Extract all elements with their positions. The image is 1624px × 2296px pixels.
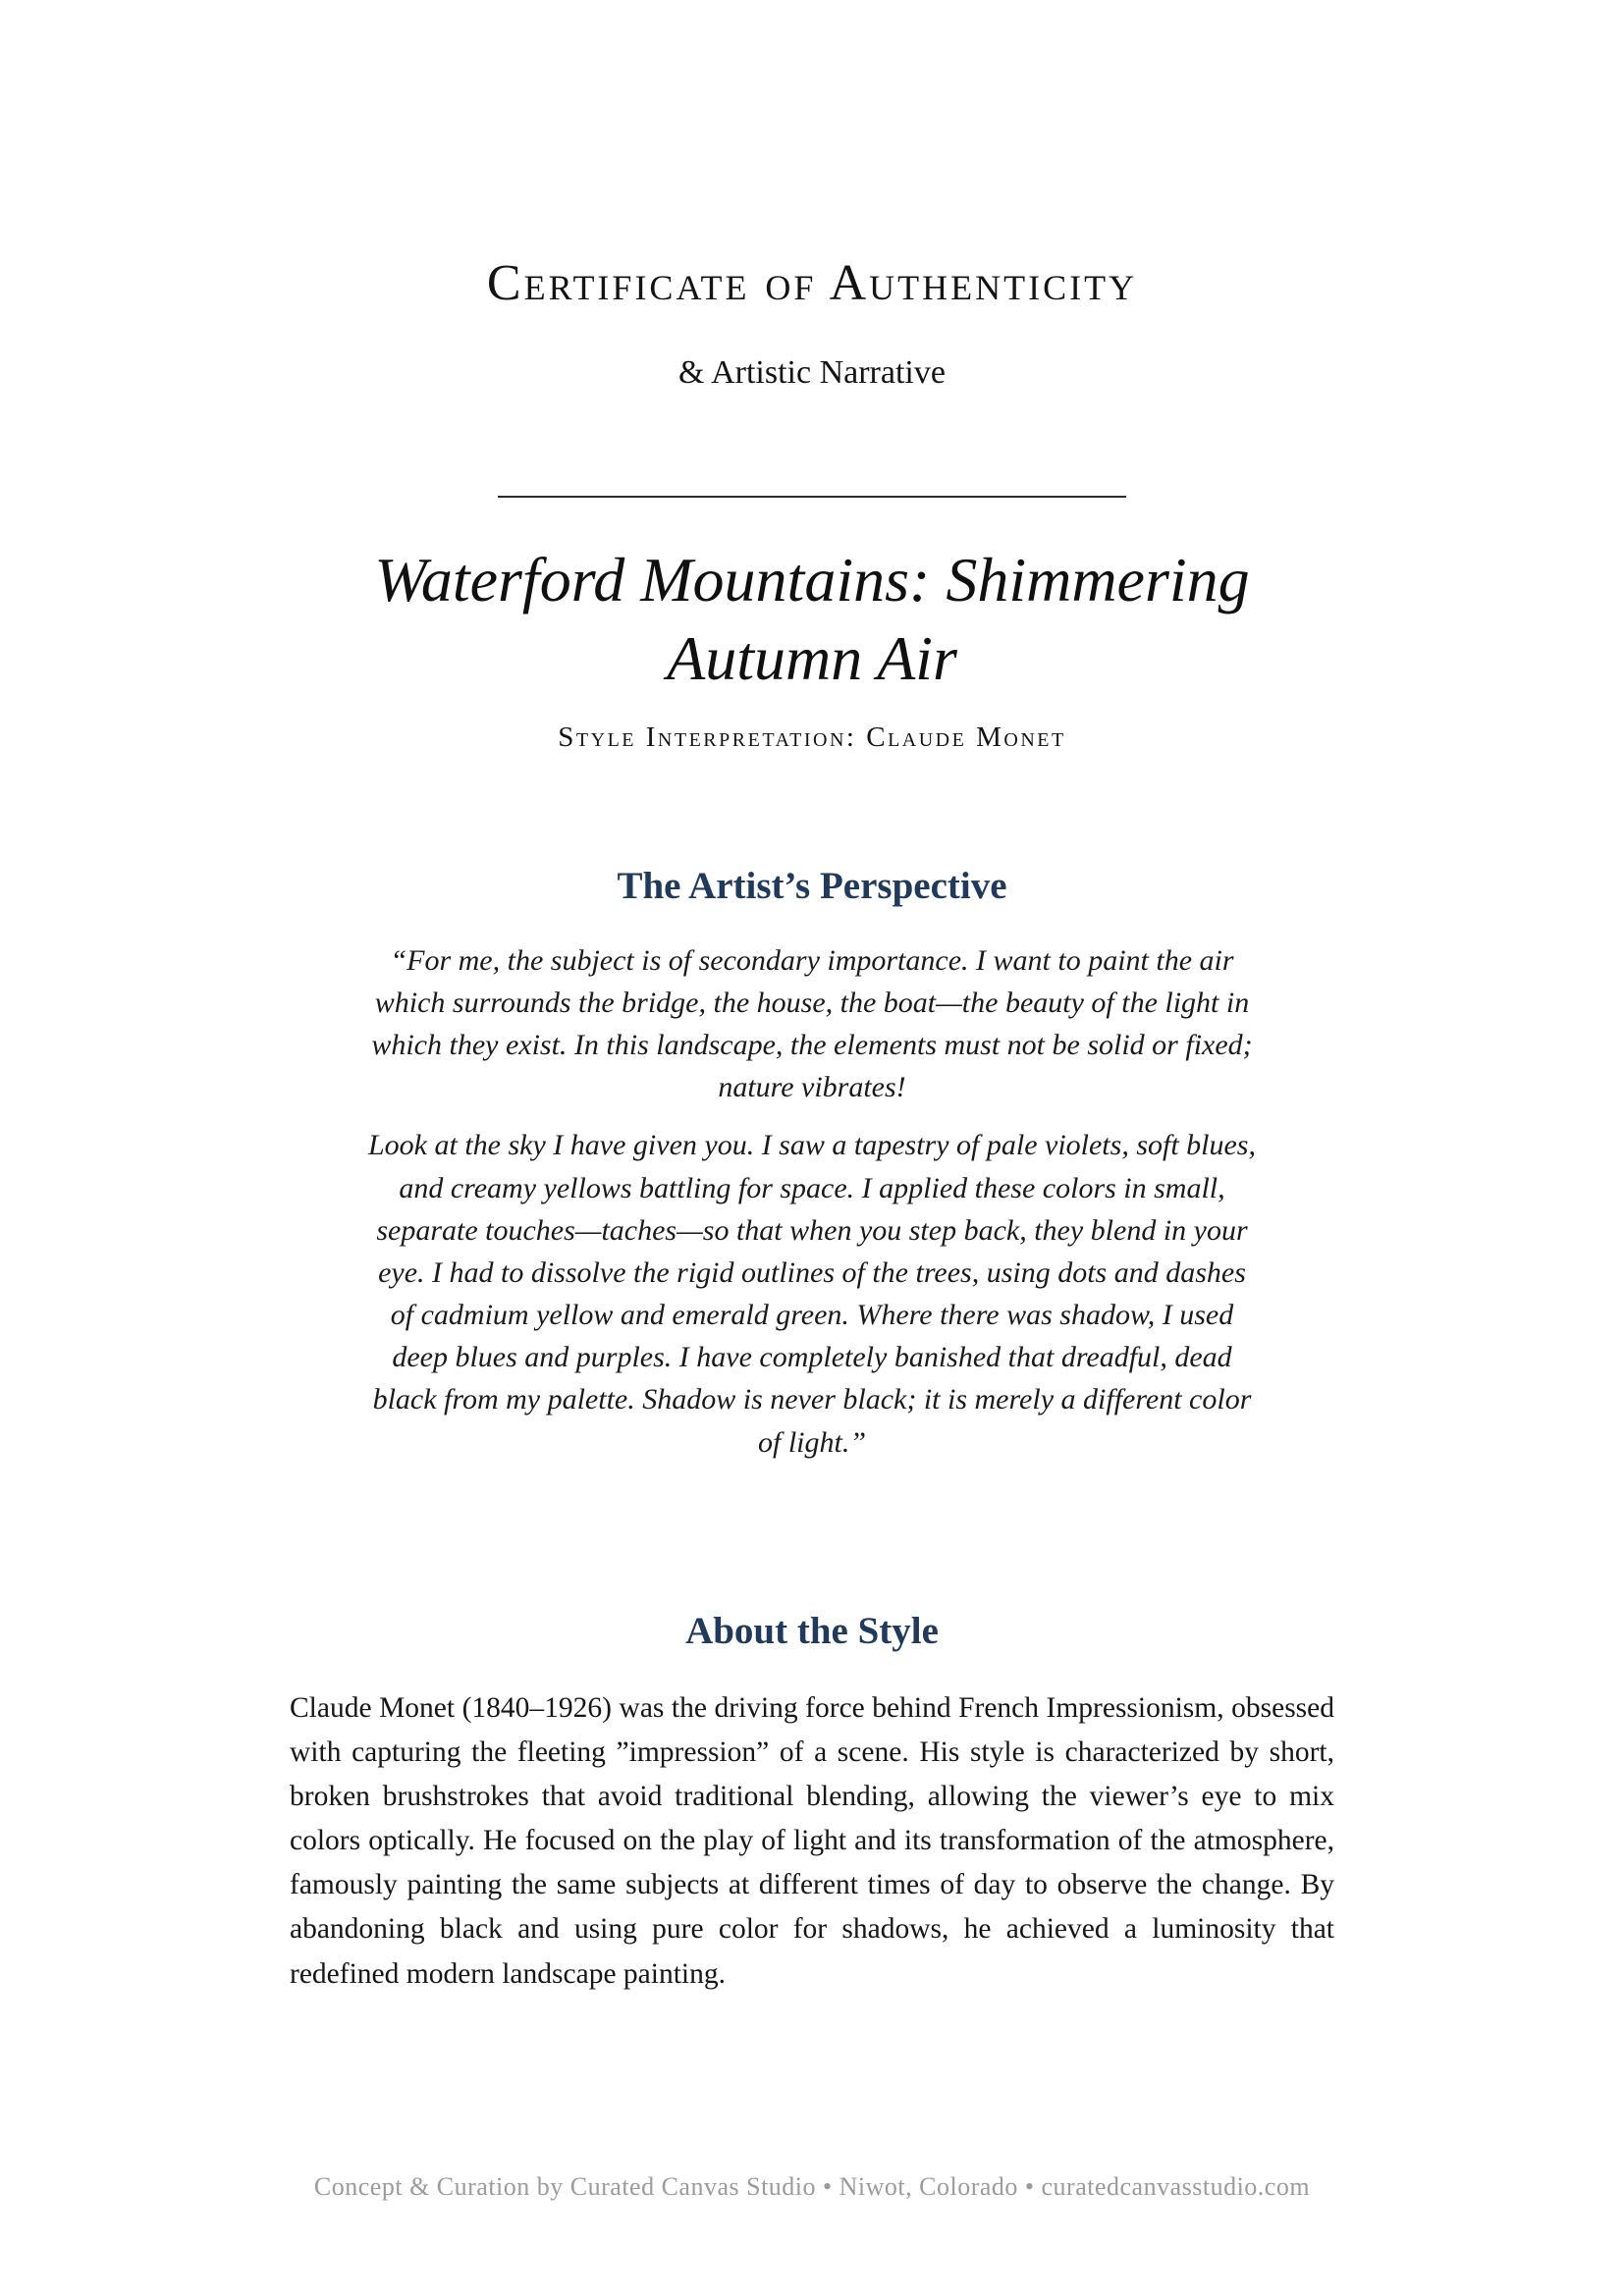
artwork-title-line-1: Waterford Mountains: Shimmering: [374, 544, 1250, 614]
about-style-body: Claude Monet (1840–1926) was the driving force behind French Impressionism, obsessed with capturing the fleeting ”impression” of a scene. His style is characterized by short, broken brushstrokes that avoid traditional blending, allowing the viewer’s eye to mix colors optically. He focused on the play of light and its transformation of the atmosphere, famously painting the same subjects at different times of day to observe the change. By abandoning black and using pure color for shadows, he achieved a luminosity that redefined modern landscape painting.: [290, 1691, 1334, 1990]
artist-quote-paragraph-1: “For me, the subject is of secondary importance. I want to paint the air which surrounds the bridge, the house, the boat—the beauty of the light in which they exist. In this landscape, the elements must not be solid or fixed; nature vibrates!: [371, 943, 1253, 1104]
certificate-subtitle: & Artistic Narrative: [678, 353, 946, 391]
section-heading-artists-perspective: The Artist’s Perspective: [617, 864, 1007, 907]
divider-rule: [498, 496, 1126, 498]
artwork-title: [272, 541, 1352, 698]
artist-quote-paragraph-2: Look at the sky I have given you. I saw a tapestry of pale violets, soft blues, and creamy yellows battling for space. I applied these colors in small, separate touches—taches—so that when you step back, they blend in your eye. I had to dissolve the rigid outlines of the trees, using dots and dashes of cadmium yellow and emerald green. Where there was shadow, I used deep blues and purples. I have completely banished that dreadful, dead black from my palette. Shadow is never black; it is merely a different color of light.”: [368, 1129, 1256, 1459]
section-heading-about-style: About the Style: [685, 1609, 939, 1652]
certificate-title: Certificate of Authenticity: [486, 255, 1138, 311]
style-interpretation-line: Style Interpretation: Claude Monet: [558, 721, 1066, 753]
footer-credit: Concept & Curation by Curated Canvas Studio • Niwot, Colorado • curatedcanvasstudio.com: [313, 2172, 1311, 2201]
artist-quote-block: [365, 939, 1259, 1464]
artwork-title-line-2: Autumn Air: [667, 622, 957, 693]
